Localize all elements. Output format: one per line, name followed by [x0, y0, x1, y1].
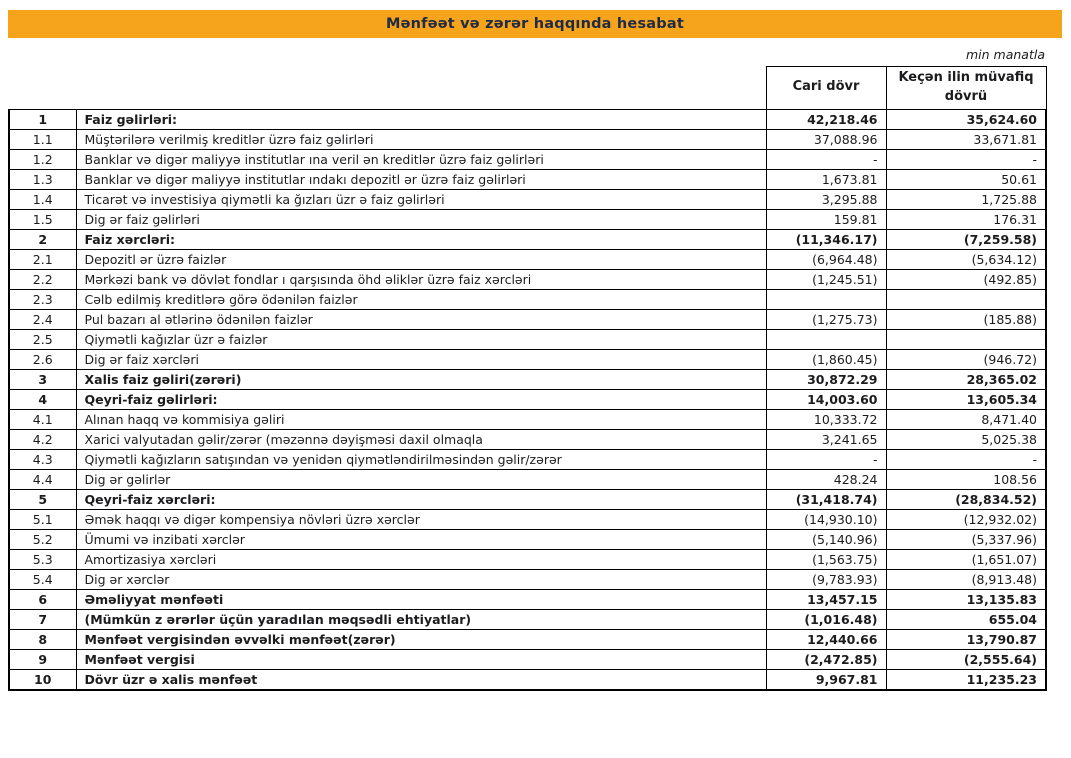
- row-label-cell: Əmək haqqı və digər kompensiya növləri üzrə xərclər: [76, 509, 766, 529]
- row-number-cell: 6: [9, 589, 76, 609]
- row-label-cell: Ticarət və investisiya qiymətli ka ğızları üzr ə faiz gəlirləri: [76, 189, 766, 209]
- row-previous-value-cell: (8,913.48): [886, 569, 1046, 589]
- row-current-value-cell: 159.81: [766, 209, 886, 229]
- row-current-value-cell: 1,673.81: [766, 169, 886, 189]
- row-current-value-cell: (5,140.96): [766, 529, 886, 549]
- row-current-value-cell: -: [766, 149, 886, 169]
- row-previous-value-cell: (28,834.52): [886, 489, 1046, 509]
- row-number-cell: 5.1: [9, 509, 76, 529]
- row-previous-value-cell: (1,651.07): [886, 549, 1046, 569]
- row-label-cell: Xalis faiz gəliri(zərəri): [76, 369, 766, 389]
- table-row: [9, 169, 1046, 189]
- row-number-cell: 1: [9, 109, 76, 129]
- report-table-body: [9, 109, 1046, 690]
- row-number-cell: 5: [9, 489, 76, 509]
- table-row: [9, 249, 1046, 269]
- unit-note: min manatla: [966, 47, 1045, 62]
- row-previous-value-cell: (5,337.96): [886, 529, 1046, 549]
- table-row: [9, 349, 1046, 369]
- row-current-value-cell: (6,964.48): [766, 249, 886, 269]
- row-number-cell: 5.2: [9, 529, 76, 549]
- row-current-value-cell: [766, 329, 886, 349]
- row-label-cell: Faiz xərcləri:: [76, 229, 766, 249]
- table-row: [9, 269, 1046, 289]
- row-number-cell: 2.5: [9, 329, 76, 349]
- row-number-cell: 4.2: [9, 429, 76, 449]
- row-label-cell: Mərkəzi bank və dövlət fondlar ı qarşısında öhd əliklər üzrə faiz xərcləri: [76, 269, 766, 289]
- row-previous-value-cell: 13,605.34: [886, 389, 1046, 409]
- report-table: [8, 66, 1047, 691]
- row-previous-value-cell: 655.04: [886, 609, 1046, 629]
- row-current-value-cell: (1,245.51): [766, 269, 886, 289]
- row-label-cell: Qeyri-faiz xərcləri:: [76, 489, 766, 509]
- table-row: [9, 669, 1046, 690]
- row-current-value-cell: 428.24: [766, 469, 886, 489]
- row-previous-value-cell: (2,555.64): [886, 649, 1046, 669]
- row-label-cell: Banklar və digər maliyyə institutlar ındakı depozitl ər üzrə faiz gəlirləri: [76, 169, 766, 189]
- table-row: [9, 469, 1046, 489]
- row-current-value-cell: 12,440.66: [766, 629, 886, 649]
- row-current-value-cell: 3,241.65: [766, 429, 886, 449]
- row-previous-value-cell: 5,025.38: [886, 429, 1046, 449]
- table-row: [9, 329, 1046, 349]
- row-current-value-cell: 10,333.72: [766, 409, 886, 429]
- row-current-value-cell: (31,418.74): [766, 489, 886, 509]
- row-previous-value-cell: 50.61: [886, 169, 1046, 189]
- row-number-cell: 7: [9, 609, 76, 629]
- row-number-cell: 2: [9, 229, 76, 249]
- row-label-cell: Qiymətli kağızlar üzr ə faizlər: [76, 329, 766, 349]
- row-label-cell: Qiymətli kağızların satışından və yenidən qiymətləndirilməsindən gəlir/zərər: [76, 449, 766, 469]
- row-current-value-cell: (11,346.17): [766, 229, 886, 249]
- row-label-cell: Mənfəət vergisi: [76, 649, 766, 669]
- row-current-value-cell: (1,563.75): [766, 549, 886, 569]
- row-current-value-cell: (1,016.48): [766, 609, 886, 629]
- table-row: [9, 149, 1046, 169]
- table-row: [9, 229, 1046, 249]
- row-current-value-cell: 37,088.96: [766, 129, 886, 149]
- row-number-cell: 4.4: [9, 469, 76, 489]
- row-current-value-cell: 9,967.81: [766, 669, 886, 690]
- header-current-period: Cari dövr: [766, 67, 886, 110]
- row-label-cell: Alınan haqq və kommisiya gəliri: [76, 409, 766, 429]
- row-number-cell: 10: [9, 669, 76, 690]
- table-row: [9, 109, 1046, 129]
- row-current-value-cell: 30,872.29: [766, 369, 886, 389]
- header-blank-cell: [9, 67, 766, 110]
- row-previous-value-cell: 1,725.88: [886, 189, 1046, 209]
- table-row: [9, 189, 1046, 209]
- row-label-cell: Depozitl ər üzrə faizlər: [76, 249, 766, 269]
- table-header-row: [9, 67, 1046, 110]
- row-previous-value-cell: 176.31: [886, 209, 1046, 229]
- row-number-cell: 2.2: [9, 269, 76, 289]
- row-label-cell: Qeyri-faiz gəlirləri:: [76, 389, 766, 409]
- table-row: [9, 589, 1046, 609]
- report-title-banner: [8, 10, 1062, 38]
- row-label-cell: Cəlb edilmiş kreditlərə görə ödənilən faizlər: [76, 289, 766, 309]
- row-label-cell: Amortizasiya xərcləri: [76, 549, 766, 569]
- row-previous-value-cell: (492.85): [886, 269, 1046, 289]
- row-current-value-cell: (1,275.73): [766, 309, 886, 329]
- row-number-cell: 3: [9, 369, 76, 389]
- row-label-cell: Pul bazarı al ətlərinə ödənilən faizlər: [76, 309, 766, 329]
- row-label-cell: Dig ər gəlirlər: [76, 469, 766, 489]
- table-row: [9, 129, 1046, 149]
- row-current-value-cell: [766, 289, 886, 309]
- report-title: Mənfəət və zərər haqqında hesabat: [386, 16, 684, 32]
- row-current-value-cell: (2,472.85): [766, 649, 886, 669]
- row-number-cell: 2.1: [9, 249, 76, 269]
- row-label-cell: Dövr üzr ə xalis mənfəət: [76, 669, 766, 690]
- row-number-cell: 4: [9, 389, 76, 409]
- table-row: [9, 509, 1046, 529]
- row-previous-value-cell: (12,932.02): [886, 509, 1046, 529]
- table-row: [9, 649, 1046, 669]
- row-number-cell: 1.1: [9, 129, 76, 149]
- row-number-cell: 2.4: [9, 309, 76, 329]
- row-previous-value-cell: 8,471.40: [886, 409, 1046, 429]
- table-row: [9, 529, 1046, 549]
- row-previous-value-cell: [886, 289, 1046, 309]
- row-label-cell: Dig ər xərclər: [76, 569, 766, 589]
- row-label-cell: Əməliyyat mənfəəti: [76, 589, 766, 609]
- row-current-value-cell: 13,457.15: [766, 589, 886, 609]
- row-current-value-cell: -: [766, 449, 886, 469]
- row-previous-value-cell: -: [886, 149, 1046, 169]
- row-previous-value-cell: (7,259.58): [886, 229, 1046, 249]
- row-label-cell: Faiz gəlirləri:: [76, 109, 766, 129]
- table-row: [9, 209, 1046, 229]
- row-previous-value-cell: 35,624.60: [886, 109, 1046, 129]
- row-number-cell: 2.6: [9, 349, 76, 369]
- table-row: [9, 449, 1046, 469]
- table-row: [9, 489, 1046, 509]
- table-row: [9, 609, 1046, 629]
- table-row: [9, 629, 1046, 649]
- row-current-value-cell: (9,783.93): [766, 569, 886, 589]
- row-previous-value-cell: 13,790.87: [886, 629, 1046, 649]
- row-number-cell: 8: [9, 629, 76, 649]
- row-previous-value-cell: -: [886, 449, 1046, 469]
- row-number-cell: 1.3: [9, 169, 76, 189]
- row-previous-value-cell: 28,365.02: [886, 369, 1046, 389]
- row-number-cell: 1.2: [9, 149, 76, 169]
- row-previous-value-cell: (946.72): [886, 349, 1046, 369]
- row-label-cell: (Mümkün z ərərlər üçün yaradılan məqsədli ehtiyatlar): [76, 609, 766, 629]
- table-row: [9, 389, 1046, 409]
- row-number-cell: 9: [9, 649, 76, 669]
- row-label-cell: Mənfəət vergisindən əvvəlki mənfəət(zərər): [76, 629, 766, 649]
- table-row: [9, 569, 1046, 589]
- row-number-cell: 4.3: [9, 449, 76, 469]
- table-row: [9, 429, 1046, 449]
- row-previous-value-cell: (185.88): [886, 309, 1046, 329]
- row-label-cell: Dig ər faiz gəlirləri: [76, 209, 766, 229]
- row-previous-value-cell: 33,671.81: [886, 129, 1046, 149]
- row-label-cell: Müştərilərə verilmiş kreditlər üzrə faiz gəlirləri: [76, 129, 766, 149]
- row-current-value-cell: 3,295.88: [766, 189, 886, 209]
- row-current-value-cell: 42,218.46: [766, 109, 886, 129]
- row-number-cell: 1.5: [9, 209, 76, 229]
- row-current-value-cell: 14,003.60: [766, 389, 886, 409]
- row-number-cell: 1.4: [9, 189, 76, 209]
- row-label-cell: Banklar və digər maliyyə institutlar ına veril ən kreditlər üzrə faiz gəlirləri: [76, 149, 766, 169]
- row-previous-value-cell: 13,135.83: [886, 589, 1046, 609]
- row-label-cell: Ümumi və inzibati xərclər: [76, 529, 766, 549]
- row-previous-value-cell: 11,235.23: [886, 669, 1046, 690]
- table-row: [9, 309, 1046, 329]
- row-number-cell: 2.3: [9, 289, 76, 309]
- row-previous-value-cell: (5,634.12): [886, 249, 1046, 269]
- row-label-cell: Dig ər faiz xərcləri: [76, 349, 766, 369]
- row-previous-value-cell: 108.56: [886, 469, 1046, 489]
- row-number-cell: 4.1: [9, 409, 76, 429]
- table-row: [9, 549, 1046, 569]
- row-previous-value-cell: [886, 329, 1046, 349]
- row-label-cell: Xarici valyutadan gəlir/zərər (məzənnə dəyişməsi daxil olmaqla: [76, 429, 766, 449]
- table-row: [9, 369, 1046, 389]
- header-previous-period: Keçən ilin müvafiq dövrü: [886, 67, 1046, 110]
- row-current-value-cell: (14,930.10): [766, 509, 886, 529]
- row-current-value-cell: (1,860.45): [766, 349, 886, 369]
- row-number-cell: 5.3: [9, 549, 76, 569]
- table-row: [9, 289, 1046, 309]
- row-number-cell: 5.4: [9, 569, 76, 589]
- table-row: [9, 409, 1046, 429]
